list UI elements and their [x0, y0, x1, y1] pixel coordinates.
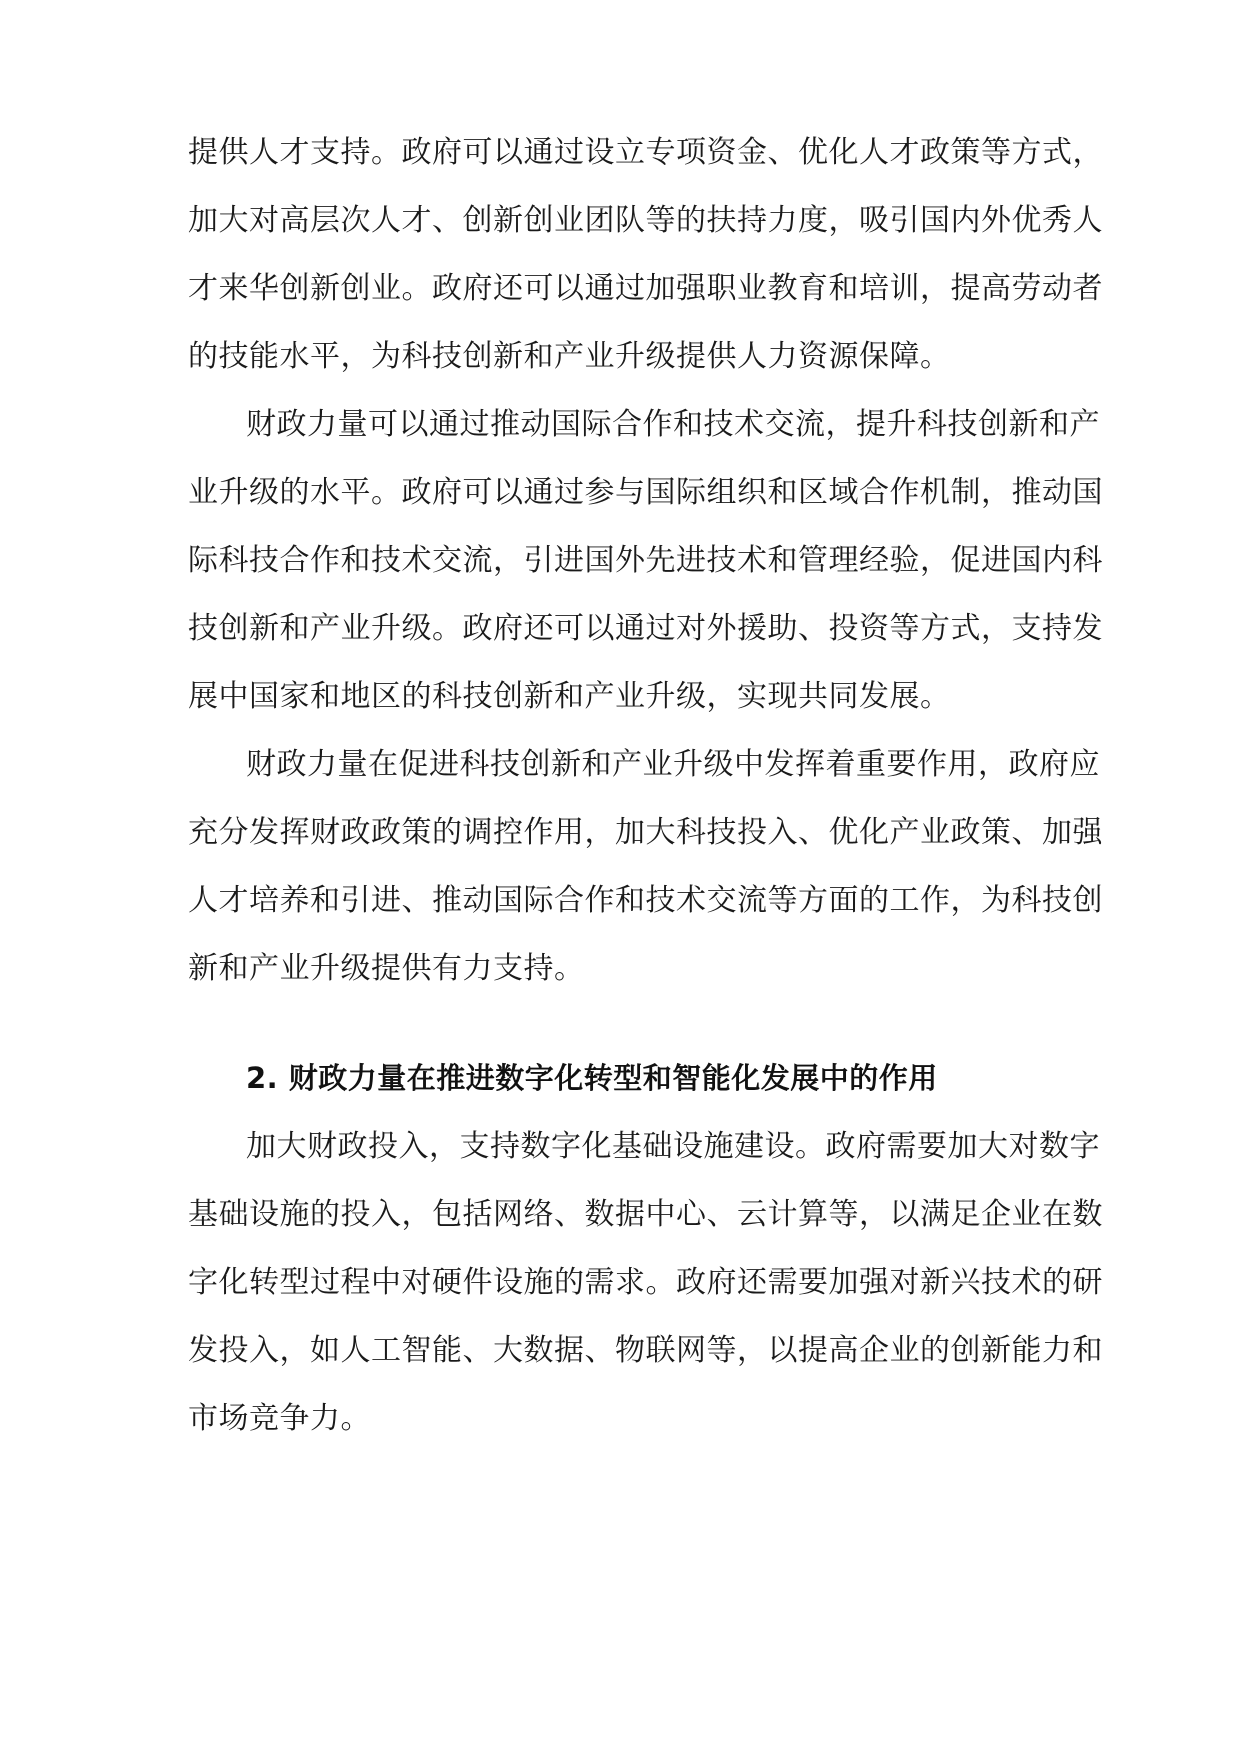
paragraph-3-line-3: 人才培养和引进、推动国际合作和技术交流等方面的工作，为科技创: [188, 883, 1103, 918]
section-paragraph-line-5: 市场竞争力。: [188, 1401, 371, 1436]
paragraph-3-line-4: 新和产业升级提供有力支持。: [188, 951, 585, 986]
paragraph-3-line-2: 充分发挥财政政策的调控作用，加大科技投入、优化产业政策、加强: [188, 815, 1103, 850]
paragraph-2-line-3: 际科技合作和技术交流，引进国外先进技术和管理经验，促进国内科: [188, 543, 1103, 578]
paragraph-2-line-2: 业升级的水平。政府可以通过参与国际组织和区域合作机制，推动国: [188, 475, 1103, 510]
section-paragraph-line-3: 字化转型过程中对硬件设施的需求。政府还需要加强对新兴技术的研: [188, 1265, 1103, 1300]
section-paragraph-line-4: 发投入，如人工智能、大数据、物联网等，以提高企业的创新能力和: [188, 1333, 1103, 1368]
paragraph-1-line-4: 的技能水平，为科技创新和产业升级提供人力资源保障。: [188, 339, 951, 374]
paragraph-3-line-1: 财政力量在促进科技创新和产业升级中发挥着重要作用，政府应: [246, 747, 1100, 782]
section-heading: 2. 财政力量在推进数字化转型和智能化发展中的作用: [246, 1061, 938, 1095]
paragraph-2-line-4: 技创新和产业升级。政府还可以通过对外援助、投资等方式，支持发: [188, 611, 1103, 646]
paragraph-2-line-5: 展中国家和地区的科技创新和产业升级，实现共同发展。: [188, 679, 951, 714]
section-paragraph-line-1: 加大财政投入，支持数字化基础设施建设。政府需要加大对数字: [246, 1129, 1100, 1164]
paragraph-1-line-1: 提供人才支持。政府可以通过设立专项资金、优化人才政策等方式，: [188, 135, 1103, 170]
paragraph-1-line-3: 才来华创新创业。政府还可以通过加强职业教育和培训，提高劳动者: [188, 271, 1103, 306]
paragraph-2-line-1: 财政力量可以通过推动国际合作和技术交流，提升科技创新和产: [246, 407, 1100, 442]
section-paragraph-line-2: 基础设施的投入，包括网络、数据中心、云计算等，以满足企业在数: [188, 1197, 1103, 1232]
paragraph-1-line-2: 加大对高层次人才、创新创业团队等的扶持力度，吸引国内外优秀人: [188, 203, 1103, 238]
